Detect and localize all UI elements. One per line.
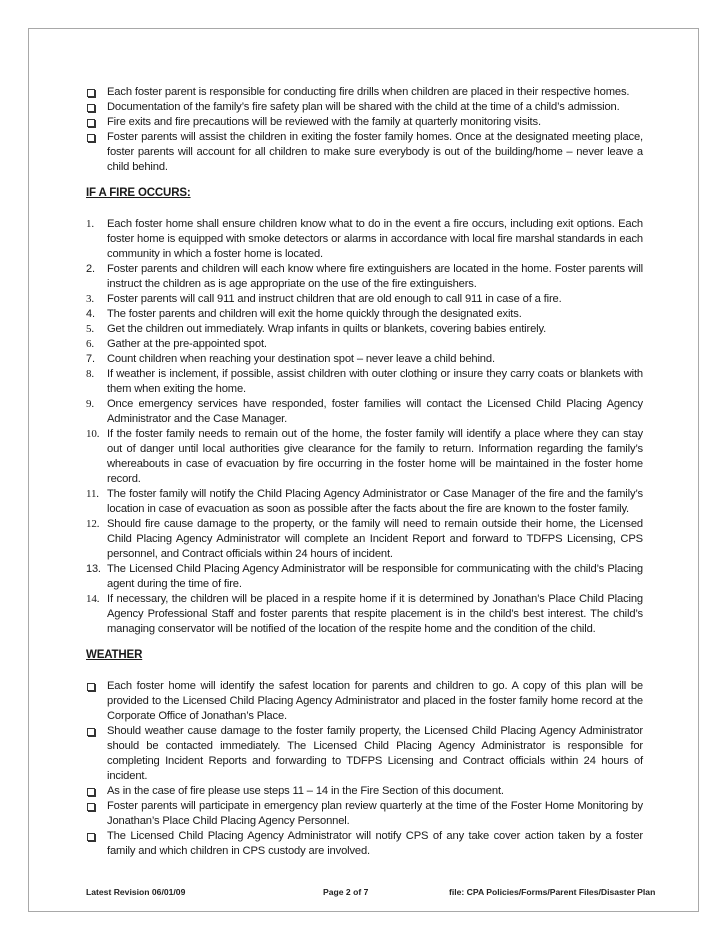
list-item	[86, 352, 643, 367]
list-item-text: The foster family will notify the Child Placing Agency Administrator or Case Manager of the fire and the family’s location in case of evacuation as soon as possible after the facts about the fire are known to the foster family.	[107, 488, 643, 515]
list-item	[86, 85, 643, 100]
list-item	[86, 307, 643, 322]
list-item-text: Count children when reaching your destination spot – never leave a child behind.	[107, 353, 495, 365]
list-item-text: Should fire cause damage to the property, or the family will need to remain outside their home, the Licensed Child Placing Agency Administrator will complete an Incident Report and forward to TDFPS Licensing, CPS personnel, and Contract officials within 24 hours of incident.	[107, 518, 643, 560]
checkbox-bullet-icon	[86, 679, 104, 696]
list-item-text: The Licensed Child Placing Agency Administrator will be responsible for communicating with the child’s Placing agent during the time of fire.	[107, 563, 643, 590]
list-item-text: If necessary, the children will be placed in a respite home if it is determined by Jonathan’s Place Child Placing Agency Professional Staff and foster parents that respite placement is in the child’s best interest. The child’s managing conservator will be notified of the location of the respite home and the condition of the child.	[107, 593, 643, 635]
checkbox-bullet-icon	[86, 829, 104, 846]
list-item	[86, 784, 643, 799]
list-item-text: Foster parents will assist the children in exiting the foster family homes. Once at the designated meeting place, foster parents will account for all children to make sure everybody is out of the building/home – never leave a child behind.	[107, 131, 643, 173]
list-item-text: Each foster home will identify the safest location for parents and children to go. A copy of this plan will be provided to the Licensed Child Placing Agency Administrator and placed in the foster family home record at the Corporate Office of Jonathan’s Place.	[107, 680, 643, 722]
list-item	[86, 292, 643, 307]
list-item	[86, 337, 643, 352]
list-item-text: Should weather cause damage to the foster family property, the Licensed Child Placing Agency Administrator should be contacted immediately. The Licensed Child Placing Agency Administrator is responsible for completing Incident Reports and forwarding to TDFPS Licensing and Contract officials within 24 hours of incident.	[107, 725, 643, 782]
list-number: 4.	[86, 308, 95, 320]
fire-section-heading: IF A FIRE OCCURS:	[86, 187, 191, 199]
list-item-text: Foster parents will participate in emergency plan review quarterly at the time of the Foster Home Monitoring by Jonathan’s Place Child Placing Agency Personnel.	[107, 800, 643, 827]
list-number: 12.	[86, 518, 100, 530]
list-item	[86, 592, 643, 637]
footer-page-number: Page 2 of 7	[323, 887, 369, 897]
list-item-text: Get the children out immediately. Wrap infants in quilts or blankets, covering babies entirely.	[107, 323, 547, 335]
list-item-text: Fire exits and fire precautions will be reviewed with the family at quarterly monitoring visits.	[107, 116, 541, 128]
list-number: 7.	[86, 353, 95, 365]
list-item	[86, 829, 643, 859]
list-item	[86, 724, 643, 784]
list-number: 3.	[86, 293, 94, 305]
footer-file-path: file: CPA Policies/Forms/Parent Files/Disaster Plan	[449, 887, 656, 897]
list-item	[86, 487, 643, 517]
checkbox-bullet-icon	[86, 130, 104, 147]
document-body	[86, 85, 643, 859]
list-item	[86, 397, 643, 427]
list-number: 10.	[86, 428, 100, 440]
list-number: 5.	[86, 323, 94, 335]
fire-steps-list	[86, 217, 643, 637]
checkbox-bullet-icon	[86, 799, 104, 816]
weather-bullet-list	[86, 679, 643, 859]
list-item	[86, 100, 643, 115]
list-item-text: Documentation of the family’s fire safety plan will be shared with the child at the time of a child’s admission.	[107, 101, 620, 113]
list-item-text: Foster parents and children will each know where fire extinguishers are located in the home. Foster parents will instruct the children as is age appropriate on the use of the fire extinguishers.	[107, 263, 643, 290]
list-item	[86, 217, 643, 262]
weather-section-heading: WEATHER	[86, 649, 143, 661]
list-item	[86, 517, 643, 562]
list-item-text: Gather at the pre-appointed spot.	[107, 338, 267, 350]
list-item-text: Once emergency services have responded, foster families will contact the Licensed Child Placing Agency Administrator and the Case Manager.	[107, 398, 643, 425]
list-item	[86, 562, 643, 592]
list-item-text: If weather is inclement, if possible, assist children with outer clothing or insure they carry coats or blankets with them when exiting the home.	[107, 368, 643, 395]
list-item	[86, 427, 643, 487]
list-number: 13.	[86, 563, 101, 575]
list-item	[86, 115, 643, 130]
list-item	[86, 679, 643, 724]
list-item	[86, 322, 643, 337]
list-item-text: The foster parents and children will exit the home quickly through the designated exits.	[107, 308, 522, 320]
list-item	[86, 367, 643, 397]
list-number: 11.	[86, 488, 99, 500]
list-number: 1.	[86, 218, 94, 230]
list-item-text: Foster parents will call 911 and instruct children that are old enough to call 911 in case of a fire.	[107, 293, 562, 305]
list-number: 8.	[86, 368, 94, 380]
list-number: 9.	[86, 398, 94, 410]
list-item	[86, 799, 643, 829]
list-item-text: The Licensed Child Placing Agency Administrator will notify CPS of any take cover action taken by a foster family and which children in CPS custody are involved.	[107, 830, 643, 857]
list-number: 2.	[86, 263, 95, 275]
footer-revision: Latest Revision 06/01/09	[86, 887, 186, 897]
list-item	[86, 130, 643, 175]
list-item-text: If the foster family needs to remain out of the home, the foster family will identify a place where they can stay out of danger until local authorities give clearance for the family to return. Information regarding the family’s whereabouts in case of evacuation by fire occurring in the foster home will be maintained in the foster home record.	[107, 428, 643, 485]
intro-bullet-list	[86, 85, 643, 175]
list-number: 14.	[86, 593, 100, 605]
checkbox-bullet-icon	[86, 724, 104, 741]
list-item-text: Each foster home shall ensure children know what to do in the event a fire occurs, including exit options. Each foster home is equipped with smoke detectors or alarms in accordance with local fire marshal standards in each community in which a foster home is located.	[107, 218, 643, 260]
list-item	[86, 262, 643, 292]
list-item-text: As in the case of fire please use steps 11 – 14 in the Fire Section of this document.	[107, 785, 504, 797]
list-number: 6.	[86, 338, 94, 350]
list-item-text: Each foster parent is responsible for conducting fire drills when children are placed in their respective homes.	[107, 86, 630, 98]
